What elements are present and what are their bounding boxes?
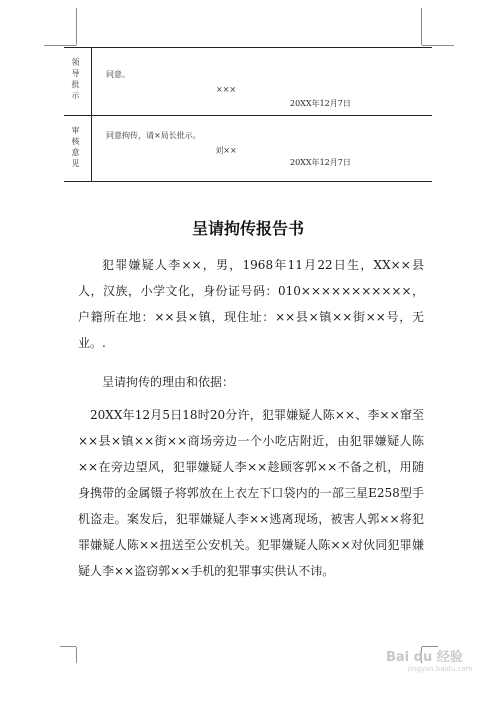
leader-label-cell xyxy=(64,48,92,115)
leader-date: 20XX年12月7日 xyxy=(290,99,351,108)
reviewer-opinion: 同意拘传，请×局长批示。 xyxy=(106,131,201,140)
watermark-brand: Bai du 经验 xyxy=(386,650,463,665)
leader-approval-row xyxy=(64,48,432,116)
crop-mark-top-left-v xyxy=(76,8,77,45)
crop-mark-bottom-left-h xyxy=(60,646,76,647)
crop-mark-top-left-h xyxy=(44,45,76,46)
reviewer-date: 20XX年12月7日 xyxy=(290,158,351,167)
crop-mark-bottom-right-h xyxy=(422,646,438,647)
leader-label: 领导批示 xyxy=(71,58,80,102)
watermark-url: jingyan.baidu.com xyxy=(408,665,473,673)
document-title: 呈请拘传报告书 xyxy=(191,219,304,238)
case-facts-paragraph: 20XX年12月5日18时20分许，犯罪嫌疑人陈××、李××窜至××县×镇××街××商场旁边一个小吃店附近，由犯罪嫌疑人陈××在旁边望风，犯罪嫌疑人李××趁顾客郭××不备之机，用随身携带的金属镊子将郭放在上衣左下口袋内的一部三星E258型手机盗走。案发后，犯罪嫌疑人李××逃离现场，被害人郭××将犯罪嫌疑人陈××扭送至公安机关。犯罪嫌疑人陈××对伙同犯罪嫌疑人李××盗窃郭××手机的犯罪事实供认不讳。 xyxy=(78,408,424,578)
reason-heading-paragraph: 呈请拘传的理由和依据： xyxy=(102,375,235,389)
crop-mark-top-right-v xyxy=(421,8,422,45)
leader-opinion: 同意。 xyxy=(106,70,130,79)
leader-signature: ××× xyxy=(215,85,237,94)
crop-mark-bottom-left-v xyxy=(76,647,77,663)
reviewer-signature: 刘×× xyxy=(215,146,237,155)
reviewer-label: 审核意见 xyxy=(71,126,80,170)
crop-mark-top-right-h xyxy=(422,45,454,46)
approval-table xyxy=(64,47,432,182)
baidu-jingyan-watermark xyxy=(386,651,473,673)
suspect-info-paragraph: 犯罪嫌疑人李××，男，1968年11月22日生，XX××县人，汉族，小学文化，身份证号码：010×××××××××××，户籍所在地：××县×镇，现住址：××县×镇××街××号，无业。. xyxy=(78,258,424,350)
reviewer-opinion-row xyxy=(64,116,432,181)
